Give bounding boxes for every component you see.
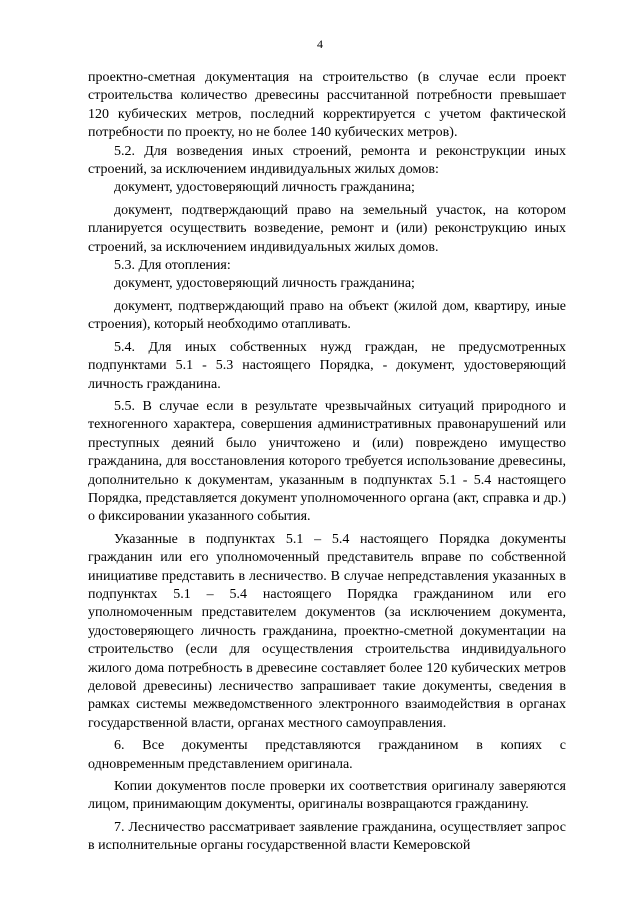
paragraph-heated-object-document: документ, подтверждающий право на объект (жилой дом, квартиру, иные строения), который необходимо отапливать. (88, 298, 566, 333)
paragraph-copies-certification: Копии документов после проверки их соответствия оригиналу заверяются лицом, принимающим документы, оригиналы возвращаются гражданину. (88, 779, 566, 813)
page-number: 4 (317, 37, 323, 51)
paragraph-6: 6. Все документы представляются гражданином в копиях с одновременным представлением оригинала. (88, 738, 566, 772)
paragraph-5-2-heading: 5.2. Для возведения иных строений, ремонта и реконструкции иных строений, за исключением индивидуальных жилых домов: (88, 143, 566, 178)
paragraph-documents-submission: Указанные в подпунктах 5.1 – 5.4 настоящего Порядка документы гражданин или его уполномоченный представитель вправе по собственной инициативе представить в лесничество. В случае непредставления указанных в подпунктах 5.1 – 5.4 настоящего Порядка гражданином или его уполномоченным представителем документов (за исключением документа, удостоверяющего личность гражданина, проектно-сметной документации на строительство (если для осуществления строительства индивидуального жилого дома потребность в древесине составляет более 120 кубических метров деловой древесины) лесничество запрашивает такие документы, сведения в рамках системы межведомственного электронного взаимодействия в органах государственной власти, органах местного самоуправления. (88, 531, 566, 731)
paragraph-identity-document: документ, удостоверяющий личность гражданина; (114, 180, 415, 196)
paragraph-land-right-document: документ, подтверждающий право на земельный участок, на котором планируется осуществить возведение, ремонт и (или) реконструкцию иных строений, за исключением индивидуальных жилых домов. (88, 202, 566, 255)
paragraph-project-documentation: проектно-сметная документация на строительство (в случае если проект строительства количество древесины рассчитанной потребности превышает 120 кубических метров, последний корректируется с учетом фактической потребности по проекту, но не более 140 кубических метров). (88, 70, 566, 141)
paragraph-5-5: 5.5. В случае если в результате чрезвычайных ситуаций природного и техногенного характера, совершения административных правонарушений или преступных деяний было уничтожено и (или) повреждено имущество гражданина, для восстановления которого требуется использование древесины, дополнительно к документам, указанным в подпунктах 5.1 - 5.4 настоящего Порядка, представляется документ уполномоченного органа (акт, справка и др.) о фиксировании указанного события. (88, 398, 566, 525)
paragraph-identity-document: документ, удостоверяющий личность гражданина; (114, 276, 415, 292)
paragraph-5-3-heading: 5.3. Для отопления: (114, 258, 231, 274)
document-body (88, 69, 566, 856)
paragraph-7: 7. Лесничество рассматривает заявление гражданина, осуществляет запрос в исполнительные органы государственной власти Кемеровской (88, 819, 566, 854)
paragraph-5-4: 5.4. Для иных собственных нужд граждан, не предусмотренных подпунктами 5.1 - 5.3 настоящего Порядка, - документ, удостоверяющий личность гражданина. (88, 339, 566, 392)
